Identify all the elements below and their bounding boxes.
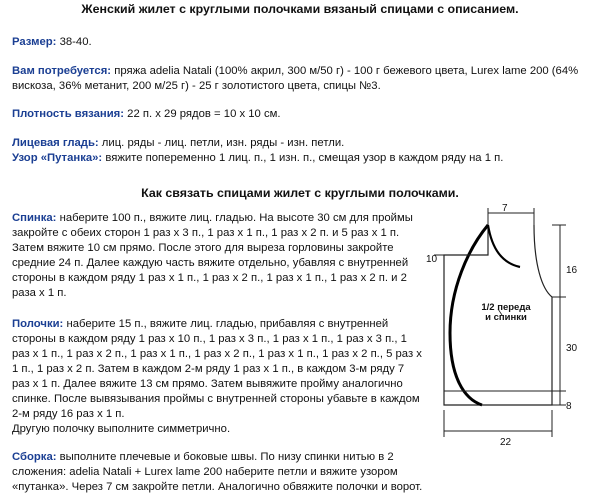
fronts-text: наберите 15 п., вяжите лиц. гладью, прибавляя с внутренней стороны в каждом ряду 1 раз х 10 п., 1 раз х 3 п., 1 раз х 1 п., 1 раз х 3 п., 1 раз х 1 п., 1 раз х 2 п., 1 раз х 1 п., 1 раз х 2 п., 1 раз х 1 п., 1 раз х 2 п., 5 раз х 1 п., 1 раз х 2 п. Затем в каждом 2-м ряду 1 раз х 1 п., в каждом 3-м ряду 7 раз х 1 п. Далее вяжите 13 см прямо. Затем вывяжите пройму аналогично спинке. После вывязывания проймы с внутренней стороны убавьте в каждом 2-м ряду 16 раз х 1 п. [12, 318, 422, 420]
page-title: Женский жилет с круглыми полочками вязаный спицами с описанием. [81, 2, 519, 16]
pattern-text: вяжите попеременно 1 лиц. п., 1 изн. п., смещая узор в каждом ряду на 1 п. [102, 152, 504, 164]
stockinette-line [12, 136, 588, 151]
fronts-paragraph [12, 317, 422, 437]
dim-right-middle-label: 30 [566, 343, 578, 354]
diagram-drawing [420, 205, 600, 450]
assembly-label: Сборка: [12, 451, 57, 463]
assembly-text: выполните плечевые и боковые швы. По низу спинки нитью в 2 сложения: adelia Natali + Lurex lame 200 наберите петли и вяжите узором «путанка». Через 7 см закройте петли. Аналогично обвяжите полочки и ворот. [12, 451, 423, 493]
size-line [12, 35, 588, 50]
assembly-paragraph [12, 450, 432, 495]
dim-top-label: 7 [502, 203, 508, 214]
diagram-note: 1/2 переда и спинки [481, 302, 531, 323]
materials-label: Вам потребуется: [12, 65, 112, 77]
gauge-text: 22 п. х 29 рядов = 10 х 10 см. [124, 108, 281, 120]
size-label: Размер: [12, 36, 57, 48]
neck-curve [488, 225, 520, 267]
materials-text: пряжа adelia Natali (100% акрил, 300 м/50 г) - 100 г бежевого цвета, Lurex lame 200 (64% вискоза, 36% метанит, 200 м/25 г) - 25 г золотистого цвета, спицы №3. [12, 65, 579, 92]
stockinette-label: Лицевая гладь: [12, 137, 99, 149]
pattern-diagram [420, 205, 600, 450]
materials-paragraph [12, 64, 588, 94]
back-text: наберите 100 п., вяжите лиц. гладью. На высоте 30 см для проймы закройте с обеих сторон 1 раз х 3 п., 1 раз х 1 п., 1 раз х 2 п. и 5 раз х 1 п. Затем вяжите 10 см прямо. После этого для выреза горловины закройте средние 24 п. Далее каждую часть вяжите отдельно, убавляя с внутренней стороны в каждом ряду 1 раз х 1 п., 1 раз х 2 п., 1 раз х 1 п., 1 раз х 2 п. и 2 раза х 1 п. [12, 212, 413, 299]
section-subtitle: Как связать спицами жилет с круглыми полочками. [141, 186, 459, 200]
gauge-line [12, 107, 588, 122]
dim-right-upper-label: 16 [566, 265, 578, 276]
stockinette-text: лиц. ряды - лиц. петли, изн. ряды - изн. петли. [98, 137, 345, 149]
dim-right-lower-label: 8 [566, 401, 572, 412]
fronts-label: Полочки: [12, 318, 64, 330]
gauge-label: Плотность вязания: [12, 108, 125, 120]
dim-left-label: 10 [426, 254, 438, 265]
pattern-line [12, 151, 588, 166]
dim-bottom-label: 22 [500, 437, 512, 448]
pattern-label: Узор «Путанка»: [12, 152, 103, 164]
size-value: 38-40. [56, 36, 92, 48]
fronts-extra: Другую полочку выполните симметрично. [12, 423, 231, 435]
back-paragraph [12, 211, 422, 301]
back-label: Спинка: [12, 212, 57, 224]
